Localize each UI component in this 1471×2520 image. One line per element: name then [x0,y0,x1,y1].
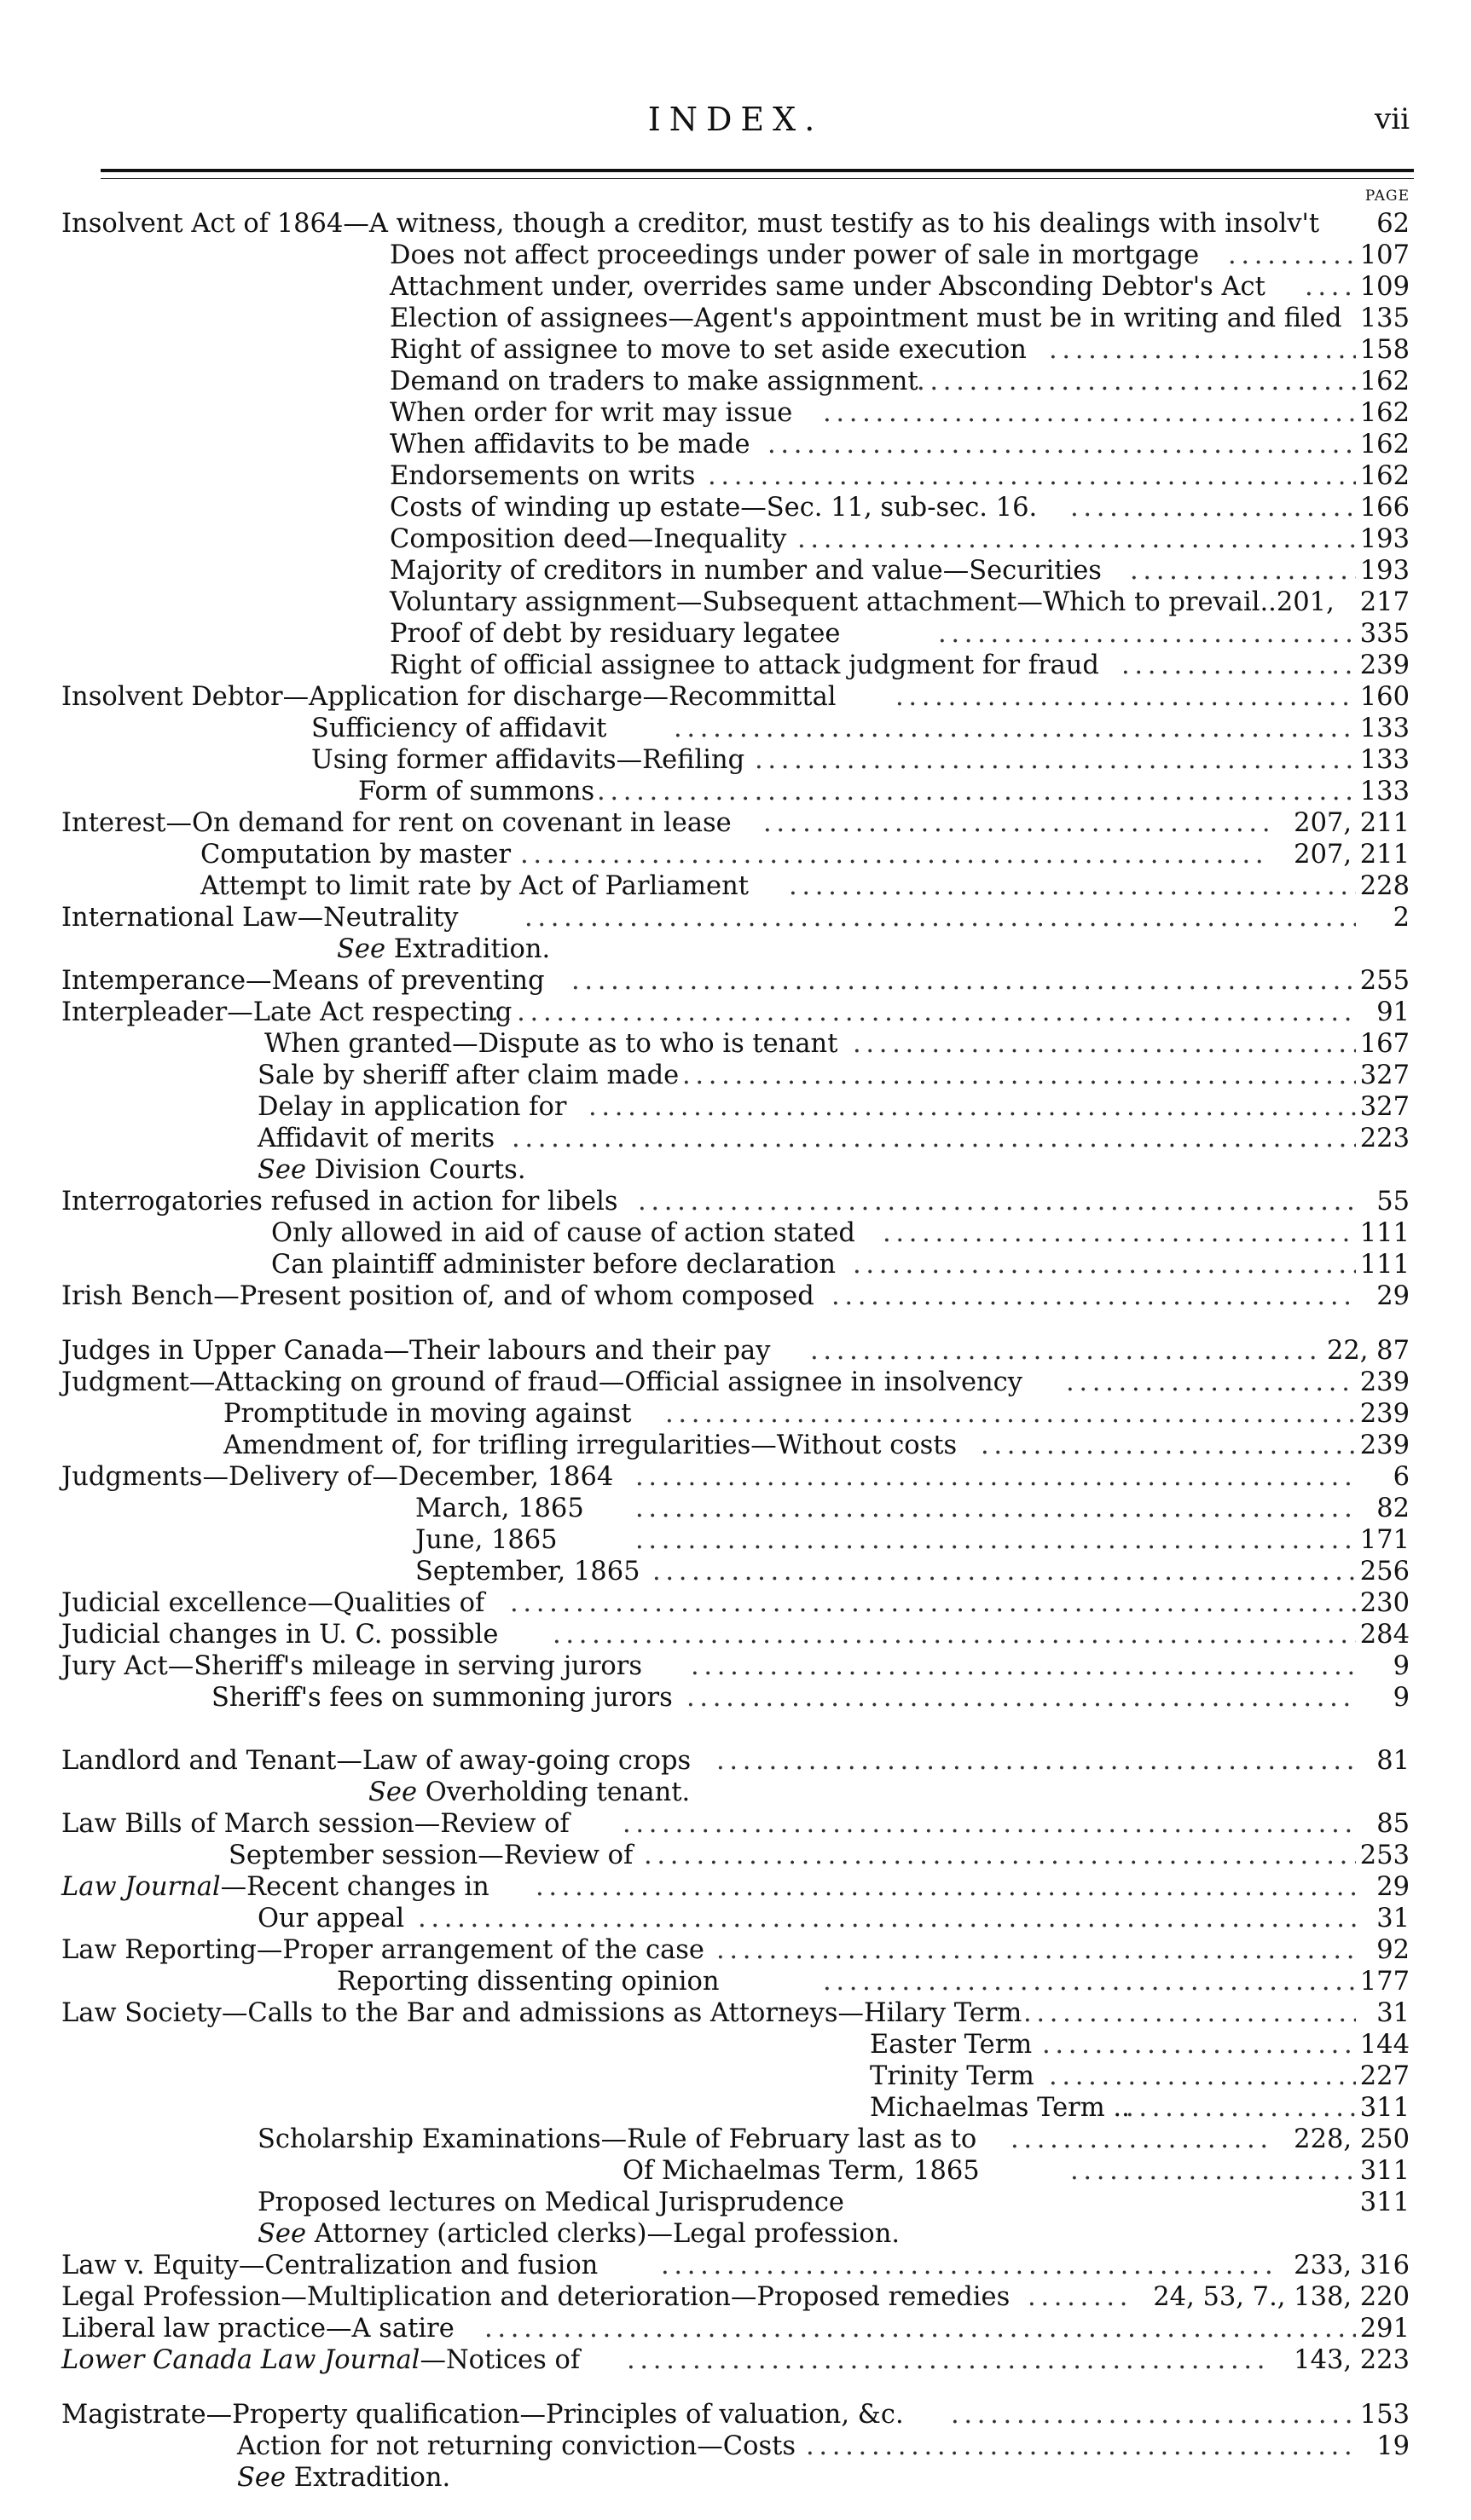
entry-text: When order for writ may issue [390,398,793,428]
entry-text: International Law—Neutrality [61,903,459,933]
entry-page: 193 [1359,556,1410,586]
entry-text: Voluntary assignment—Subsequent attachment—Which to prevail..201, [390,587,1335,617]
index-entry [0,366,1471,397]
index-entry [0,460,1471,492]
entry-page: 327 [1359,1092,1410,1122]
entry-text: Endorsements on writs [390,461,696,491]
entry-text: Judgment—Attacking on ground of fraud—Official assignee in insolvency [61,1367,1022,1397]
entry-page: 29 [1376,1872,1410,1902]
entry-page: 91 [1376,997,1410,1027]
entry-text: Attempt to limit rate by Act of Parliament [200,871,750,901]
entry-page: 162 [1359,398,1410,428]
entry-text: Magistrate—Property qualification—Principles of valuation, &c. [61,2400,904,2430]
entry-page: 62 [1376,209,1410,239]
entry-page: 133 [1359,777,1410,806]
entry-text: Trinity Term [870,2061,1034,2091]
index-entry [0,839,1471,870]
entry-page: 223 [1359,1124,1410,1153]
header-rule-thick [101,169,1414,172]
entry-page: 239 [1359,1367,1410,1397]
index-entry [0,1335,1471,1367]
entry-page: 2 [1393,903,1410,933]
entry-text: See Extradition. [337,934,551,964]
index-entry [0,2462,1471,2494]
entry-text: Only allowed in aid of cause of action stated [271,1218,855,1248]
index-entry [0,2344,1471,2376]
entry-page: 111 [1359,1250,1410,1280]
index-entry [0,1430,1471,1461]
entry-text: Landlord and Tenant—Law of away-going crops [61,1746,692,1776]
entry-page: 207, 211 [1294,808,1410,838]
index-entry [0,1524,1471,1556]
index-entry [0,2399,1471,2430]
entry-text: Amendment of, for trifling irregularities—Without costs [223,1431,958,1460]
entry-text: Judgments—Delivery of—December, 1864 [61,1462,614,1492]
entry-text: Interest—On demand for rent on covenant in lease [61,808,732,838]
entry-text: September, 1865 [415,1557,640,1587]
entry-page: 311 [1359,2188,1410,2217]
index-entry [0,713,1471,744]
entry-text: Insolvent Act of 1864—A witness, though a creditor, must testify as to his dealings with insolv't [61,209,1320,239]
entry-page: 29 [1376,1281,1410,1311]
index-entry [0,997,1471,1028]
entry-page: 55 [1376,1187,1410,1217]
index-entry [0,397,1471,429]
entry-page: 144 [1359,2030,1410,2060]
entry-page: 135 [1359,303,1410,333]
entry-text: Reporting dissenting opinion [337,1967,720,1997]
entry-page: 228, 250 [1294,2124,1410,2154]
entry-page: 162 [1359,367,1410,396]
entry-page: 6 [1393,1462,1410,1492]
index-entry [0,1028,1471,1060]
entry-page: 158 [1359,335,1410,365]
entry-text: See Division Courts. [258,1155,526,1185]
index-entry [0,1745,1471,1777]
entry-text: When granted—Dispute as to who is tenant [264,1029,838,1059]
entry-text: Right of assignee to move to set aside execution [390,335,1027,365]
entry-page: 284 [1359,1620,1410,1650]
entry-text: Computation by master [200,840,512,870]
index-entry [0,2430,1471,2462]
entry-page: 239 [1359,1399,1410,1429]
index-entry [0,1966,1471,1997]
index-entry [0,2250,1471,2281]
entry-page: 111 [1359,1218,1410,1248]
entry-page: 291 [1359,2314,1410,2344]
entry-page: 160 [1359,682,1410,712]
index-entry [0,1186,1471,1217]
entry-text: Our appeal [258,1904,405,1933]
index-entry [0,1587,1471,1619]
entry-text: Sale by sheriff after claim made [258,1061,680,1090]
entry-page: 19 [1376,2431,1410,2461]
index-entry [0,902,1471,933]
entry-text: Majority of creditors in number and value—Securities [390,556,1102,586]
entry-text: Law Bills of March session—Review of [61,1809,570,1839]
index-entry [0,587,1471,618]
entry-page: 230 [1359,1588,1410,1618]
index-entry [0,1280,1471,1312]
entry-text: Does not affect proceedings under power of sale in mortgage [390,240,1200,270]
entry-page: 167 [1359,1029,1410,1059]
entry-text: Election of assignees—Agent's appointment must be in writing and filed [390,303,1342,333]
index-entry [0,618,1471,650]
entry-text: Judicial excellence—Qualities of [61,1588,485,1618]
entry-page: 239 [1359,1431,1410,1460]
entry-page: 9 [1393,1651,1410,1681]
index-entry [0,1997,1471,2029]
index-entry [0,334,1471,366]
index-entry [0,1871,1471,1903]
index-entry [0,2124,1471,2155]
entry-page: 227 [1359,2061,1410,2091]
entry-text: Costs of winding up estate—Sec. 11, sub-sec. 16. [390,493,1038,523]
entry-page: 193 [1359,524,1410,554]
index-entry [0,1682,1471,1714]
entry-page: 239 [1359,650,1410,680]
entry-text: Lower Canada Law Journal—Notices of [61,2345,581,2375]
entry-page: 85 [1376,1809,1410,1839]
entry-page: 153 [1359,2400,1410,2430]
index-entry [0,208,1471,240]
index-entry [0,2029,1471,2061]
index-entry [0,1556,1471,1587]
index-entry [0,1060,1471,1091]
entry-text: See Attorney (articled clerks)—Legal profession. [258,2219,901,2249]
entry-text: Judicial changes in U. C. possible [61,1620,499,1650]
entry-text: Easter Term [870,2030,1033,2060]
index-entry [0,1091,1471,1123]
entry-page: 171 [1359,1525,1410,1555]
entry-text: Judges in Upper Canada—Their labours and their pay [61,1336,771,1366]
entry-page: 253 [1359,1841,1410,1870]
entry-text: Sheriff's fees on summoning jurors [211,1683,673,1713]
entry-text: Affidavit of merits [258,1124,495,1153]
entry-text: Form of summons [358,777,595,806]
entry-text: Can plaintiff administer before declaration [271,1250,837,1280]
entry-text: See Overholding tenant. [368,1777,691,1807]
index-entry [0,870,1471,902]
index-entry [0,1903,1471,1934]
index-entry [0,2155,1471,2187]
index-entry [0,429,1471,460]
entry-text: March, 1865 [415,1494,584,1523]
index-entry [0,555,1471,587]
entry-page: 9 [1393,1683,1410,1713]
index-entry [0,650,1471,681]
entry-text: Right of official assignee to attack judgment for fraud [390,650,1099,680]
index-entry [0,807,1471,839]
entry-text: Interpleader—Late Act respecting [61,997,513,1027]
entry-text: Scholarship Examinations—Rule of February last as to [258,2124,977,2154]
entry-page: 311 [1359,2093,1410,2123]
entry-text: Intemperance—Means of preventing [61,966,545,996]
entry-text: Insolvent Debtor—Application for discharge—Recommittal [61,682,837,712]
entry-text: June, 1865 [415,1525,558,1555]
index-entry [0,2187,1471,2218]
index-entry [0,965,1471,997]
entry-text: September session—Review of [229,1841,634,1870]
index-entry [0,2218,1471,2250]
index-entry [0,1650,1471,1682]
index-entry [0,1934,1471,1966]
index-entry [0,2281,1471,2313]
entry-page: 327 [1359,1061,1410,1090]
index-entry [0,1777,1471,1808]
entry-page: 256 [1359,1557,1410,1587]
entry-text: Law Society—Calls to the Bar and admissions as Attorneys—Hilary Term [61,1998,1022,2028]
entry-text: Action for not returning conviction—Costs [237,2431,796,2461]
index-entry [0,303,1471,334]
index-entry [0,1217,1471,1249]
entry-page: 107 [1359,240,1410,270]
index-entry [0,240,1471,271]
entry-text: Jury Act—Sheriff's mileage in serving jurors [61,1651,642,1681]
entry-text: Law Journal—Recent changes in [61,1872,489,1902]
entry-page: 109 [1359,272,1410,302]
entry-page: 31 [1376,1998,1410,2028]
index-entry [0,681,1471,713]
entry-text: Proof of debt by residuary legatee [390,619,841,649]
entry-page: 177 [1359,1967,1410,1997]
index-entry [0,1123,1471,1154]
index-entry [0,1154,1471,1186]
entry-text: Using former affidavits—Refiling [311,745,745,775]
index-entry [0,1461,1471,1493]
entry-text: Sufficiency of affidavit [311,714,607,743]
entry-text: Of Michaelmas Term, 1865 [623,2156,980,2186]
entry-text: Interrogatories refused in action for libels [61,1187,618,1217]
entry-page: 233, 316 [1294,2251,1410,2280]
entry-page: 92 [1376,1935,1410,1965]
entry-page: 255 [1359,966,1410,996]
entry-text: Michaelmas Term .. [870,2093,1130,2123]
index-entry [0,1398,1471,1430]
entry-page: 22, 87 [1326,1336,1410,1366]
index-entry [0,1840,1471,1871]
entry-page: 166 [1359,493,1410,523]
index-entry [0,744,1471,776]
entry-page: 81 [1376,1746,1410,1776]
index-entry [0,1367,1471,1398]
entry-page: 31 [1376,1904,1410,1933]
entry-page: 133 [1359,714,1410,743]
index-entry [0,1619,1471,1650]
page-number: vii [1375,102,1410,136]
entry-text: Legal Profession—Multiplication and deterioration—Proposed remedies [61,2282,1011,2312]
entry-text: When affidavits to be made [390,430,750,459]
index-entry [0,1249,1471,1280]
page-header [0,101,1471,152]
entry-text: Promptitude in moving against [223,1399,632,1429]
entry-page: 24, 53, 7., 138, 220 [1153,2282,1410,2312]
entry-page: 228 [1359,871,1410,901]
entry-text: Liberal law practice—A satire [61,2314,455,2344]
index-entry [0,492,1471,523]
entry-page: 133 [1359,745,1410,775]
index-entry [0,933,1471,965]
entry-page: 335 [1359,619,1410,649]
entry-text: Demand on traders to make assignment [390,367,918,396]
entry-text: Proposed lectures on Medical Jurisprudence [258,2188,844,2217]
page-title: INDEX. [647,101,824,138]
index-entry [0,2092,1471,2124]
entry-page: 207, 211 [1294,840,1410,870]
entry-text: Irish Bench—Present position of, and of whom composed [61,1281,814,1311]
entry-text: Delay in application for [258,1092,567,1122]
header-rule-thin [101,178,1414,179]
page-column-label: PAGE [1364,188,1410,205]
entry-text: Law v. Equity—Centralization and fusion [61,2251,599,2280]
index-entry [0,776,1471,807]
index-entry [0,2061,1471,2092]
entry-page: 162 [1359,461,1410,491]
entry-page: 82 [1376,1494,1410,1523]
entry-page: 162 [1359,430,1410,459]
index-entry [0,1808,1471,1840]
index-entry [0,523,1471,555]
index-entry [0,271,1471,303]
entry-text: See Extradition. [237,2463,451,2493]
entry-page: 311 [1359,2156,1410,2186]
index-entry [0,2313,1471,2344]
entry-text: Composition deed—Inequality [390,524,787,554]
entry-page: 217 [1359,587,1410,617]
index-entry [0,1493,1471,1524]
entry-text: Law Reporting—Proper arrangement of the case [61,1935,704,1965]
entry-text: Attachment under, overrides same under Absconding Debtor's Act [390,272,1265,302]
entry-page: 143, 223 [1294,2345,1410,2375]
